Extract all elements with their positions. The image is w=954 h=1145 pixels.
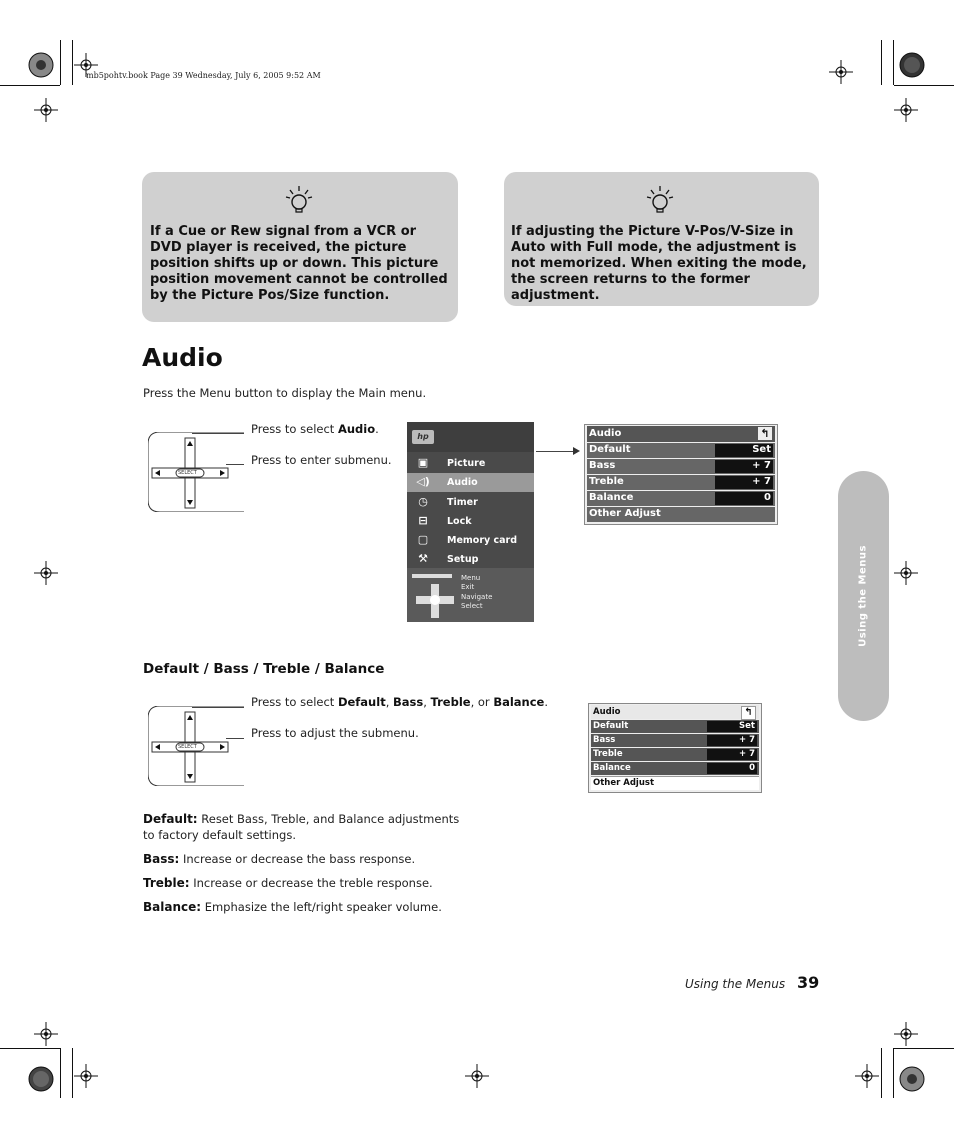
definition-treble: Treble: Increase or decrease the treble response. — [143, 876, 433, 890]
registration-mark-icon — [74, 1064, 98, 1088]
registration-mark-icon — [855, 1064, 879, 1088]
print-header: mb5pohtv.book Page 39 Wednesday, July 6, 2005 9:52 AM — [86, 71, 321, 80]
registration-mark-icon — [34, 98, 58, 122]
lightbulb-icon — [645, 183, 675, 217]
callout-adjust-submenu: Press to adjust the submenu. — [251, 726, 419, 740]
arrow-line — [536, 451, 574, 452]
select-button-label: SELECT — [178, 470, 197, 476]
registration-mark-icon — [894, 1022, 918, 1046]
select-button-label: SELECT — [178, 744, 197, 750]
legend-select: Select — [461, 602, 483, 610]
starburst-mark-icon — [28, 52, 54, 78]
footer-chapter-label: Using the Menus — [685, 977, 786, 991]
intro-text: Press the Menu button to display the Main menu. — [143, 386, 427, 400]
menu-item-lock: ⊟ Lock — [407, 512, 534, 531]
submenu-row-treble: Treble + 7 — [591, 748, 759, 761]
callout-line — [192, 433, 244, 434]
menu-legend-area — [407, 568, 534, 622]
registration-mark-icon — [829, 60, 853, 84]
submenu-title-row: Audio ↰ — [591, 705, 759, 719]
tip-text-cue-rew: If a Cue or Rew signal from a VCR or DVD player is received, the picture position shifts up or down. This picture position movement cannot be controlled by the Picture Pos/Size function. — [150, 224, 448, 303]
color-mark-icon — [28, 1066, 54, 1092]
lightbulb-icon — [284, 183, 314, 217]
submenu-row-bass: Bass + 7 — [587, 459, 775, 474]
submenu-title-row: Audio ↰ — [587, 426, 775, 442]
callout-line — [226, 464, 244, 465]
callout-enter-submenu: Press to enter submenu. — [251, 453, 392, 467]
registration-mark-icon — [34, 561, 58, 585]
callout-select-options: Press to select Default, Bass, Treble, or Balance. — [251, 695, 548, 709]
arrow-right-icon — [573, 447, 580, 455]
registration-mark-icon — [894, 98, 918, 122]
submenu-row-default: Default Set — [591, 720, 759, 733]
lock-icon: ⊟ — [418, 514, 428, 527]
audio-submenu-small — [588, 703, 762, 793]
return-icon: ↰ — [741, 706, 756, 720]
submenu-row-treble: Treble + 7 — [587, 475, 775, 490]
chapter-side-tab-label: Using the Menus — [857, 545, 869, 647]
menu-item-picture: ▣ Picture — [417, 456, 486, 469]
speaker-icon: ◁) — [416, 475, 430, 488]
legend-menu: Menu — [461, 574, 481, 582]
definition-bass: Bass: Increase or decrease the bass response. — [143, 852, 416, 866]
page-number: 39 — [797, 973, 820, 992]
registration-mark-icon — [34, 1022, 58, 1046]
submenu-row-bass: Bass + 7 — [591, 734, 759, 747]
submenu-row-default: Default Set — [587, 443, 775, 458]
color-mark-icon — [899, 52, 925, 78]
submenu-row-balance: Balance 0 — [591, 762, 759, 775]
subsection-title: Default / Bass / Treble / Balance — [143, 661, 385, 677]
submenu-row-balance: Balance 0 — [587, 491, 775, 506]
submenu-row-other-adjust: Other Adjust — [591, 776, 759, 790]
wrench-icon: ⚒ — [418, 552, 428, 565]
submenu-row-other-adjust: Other Adjust — [587, 507, 775, 522]
memory-card-icon: ▢ — [417, 533, 429, 546]
definition-default: Default: Reset Bass, Treble, and Balance adjustments to factory default settings. — [143, 812, 460, 842]
picture-icon: ▣ — [417, 456, 429, 469]
callout-line — [192, 707, 244, 708]
registration-mark-icon — [894, 561, 918, 585]
return-icon: ↰ — [758, 427, 772, 440]
section-title: Audio — [142, 343, 223, 372]
main-menu-screenshot — [407, 422, 534, 622]
menu-item-memory-card: ▢ Memory card — [417, 533, 518, 546]
menu-item-audio: ◁) Audio — [407, 473, 534, 492]
timer-icon: ◷ — [418, 495, 428, 508]
menu-item-timer: ◷ Timer — [407, 493, 534, 512]
callout-line — [226, 738, 244, 739]
tip-text-vpos-vsize: If adjusting the Picture V-Pos/V-Size in Auto with Full mode, the adjustment is not memorized. When exiting the mode, the screen returns to the former adjustment. — [511, 224, 807, 303]
hp-logo: hp — [412, 430, 434, 444]
menu-item-setup: ⚒ Setup — [407, 550, 534, 569]
legend-dpad-icon — [412, 574, 462, 618]
audio-submenu-large — [584, 424, 778, 525]
legend-exit: Exit — [461, 583, 475, 591]
legend-navigate: Navigate — [461, 593, 493, 601]
registration-mark-icon — [465, 1064, 489, 1088]
starburst-mark-icon — [899, 1066, 925, 1092]
callout-select-audio: Press to select Audio. — [251, 422, 379, 436]
definition-balance: Balance: Emphasize the left/right speaker volume. — [143, 900, 442, 914]
